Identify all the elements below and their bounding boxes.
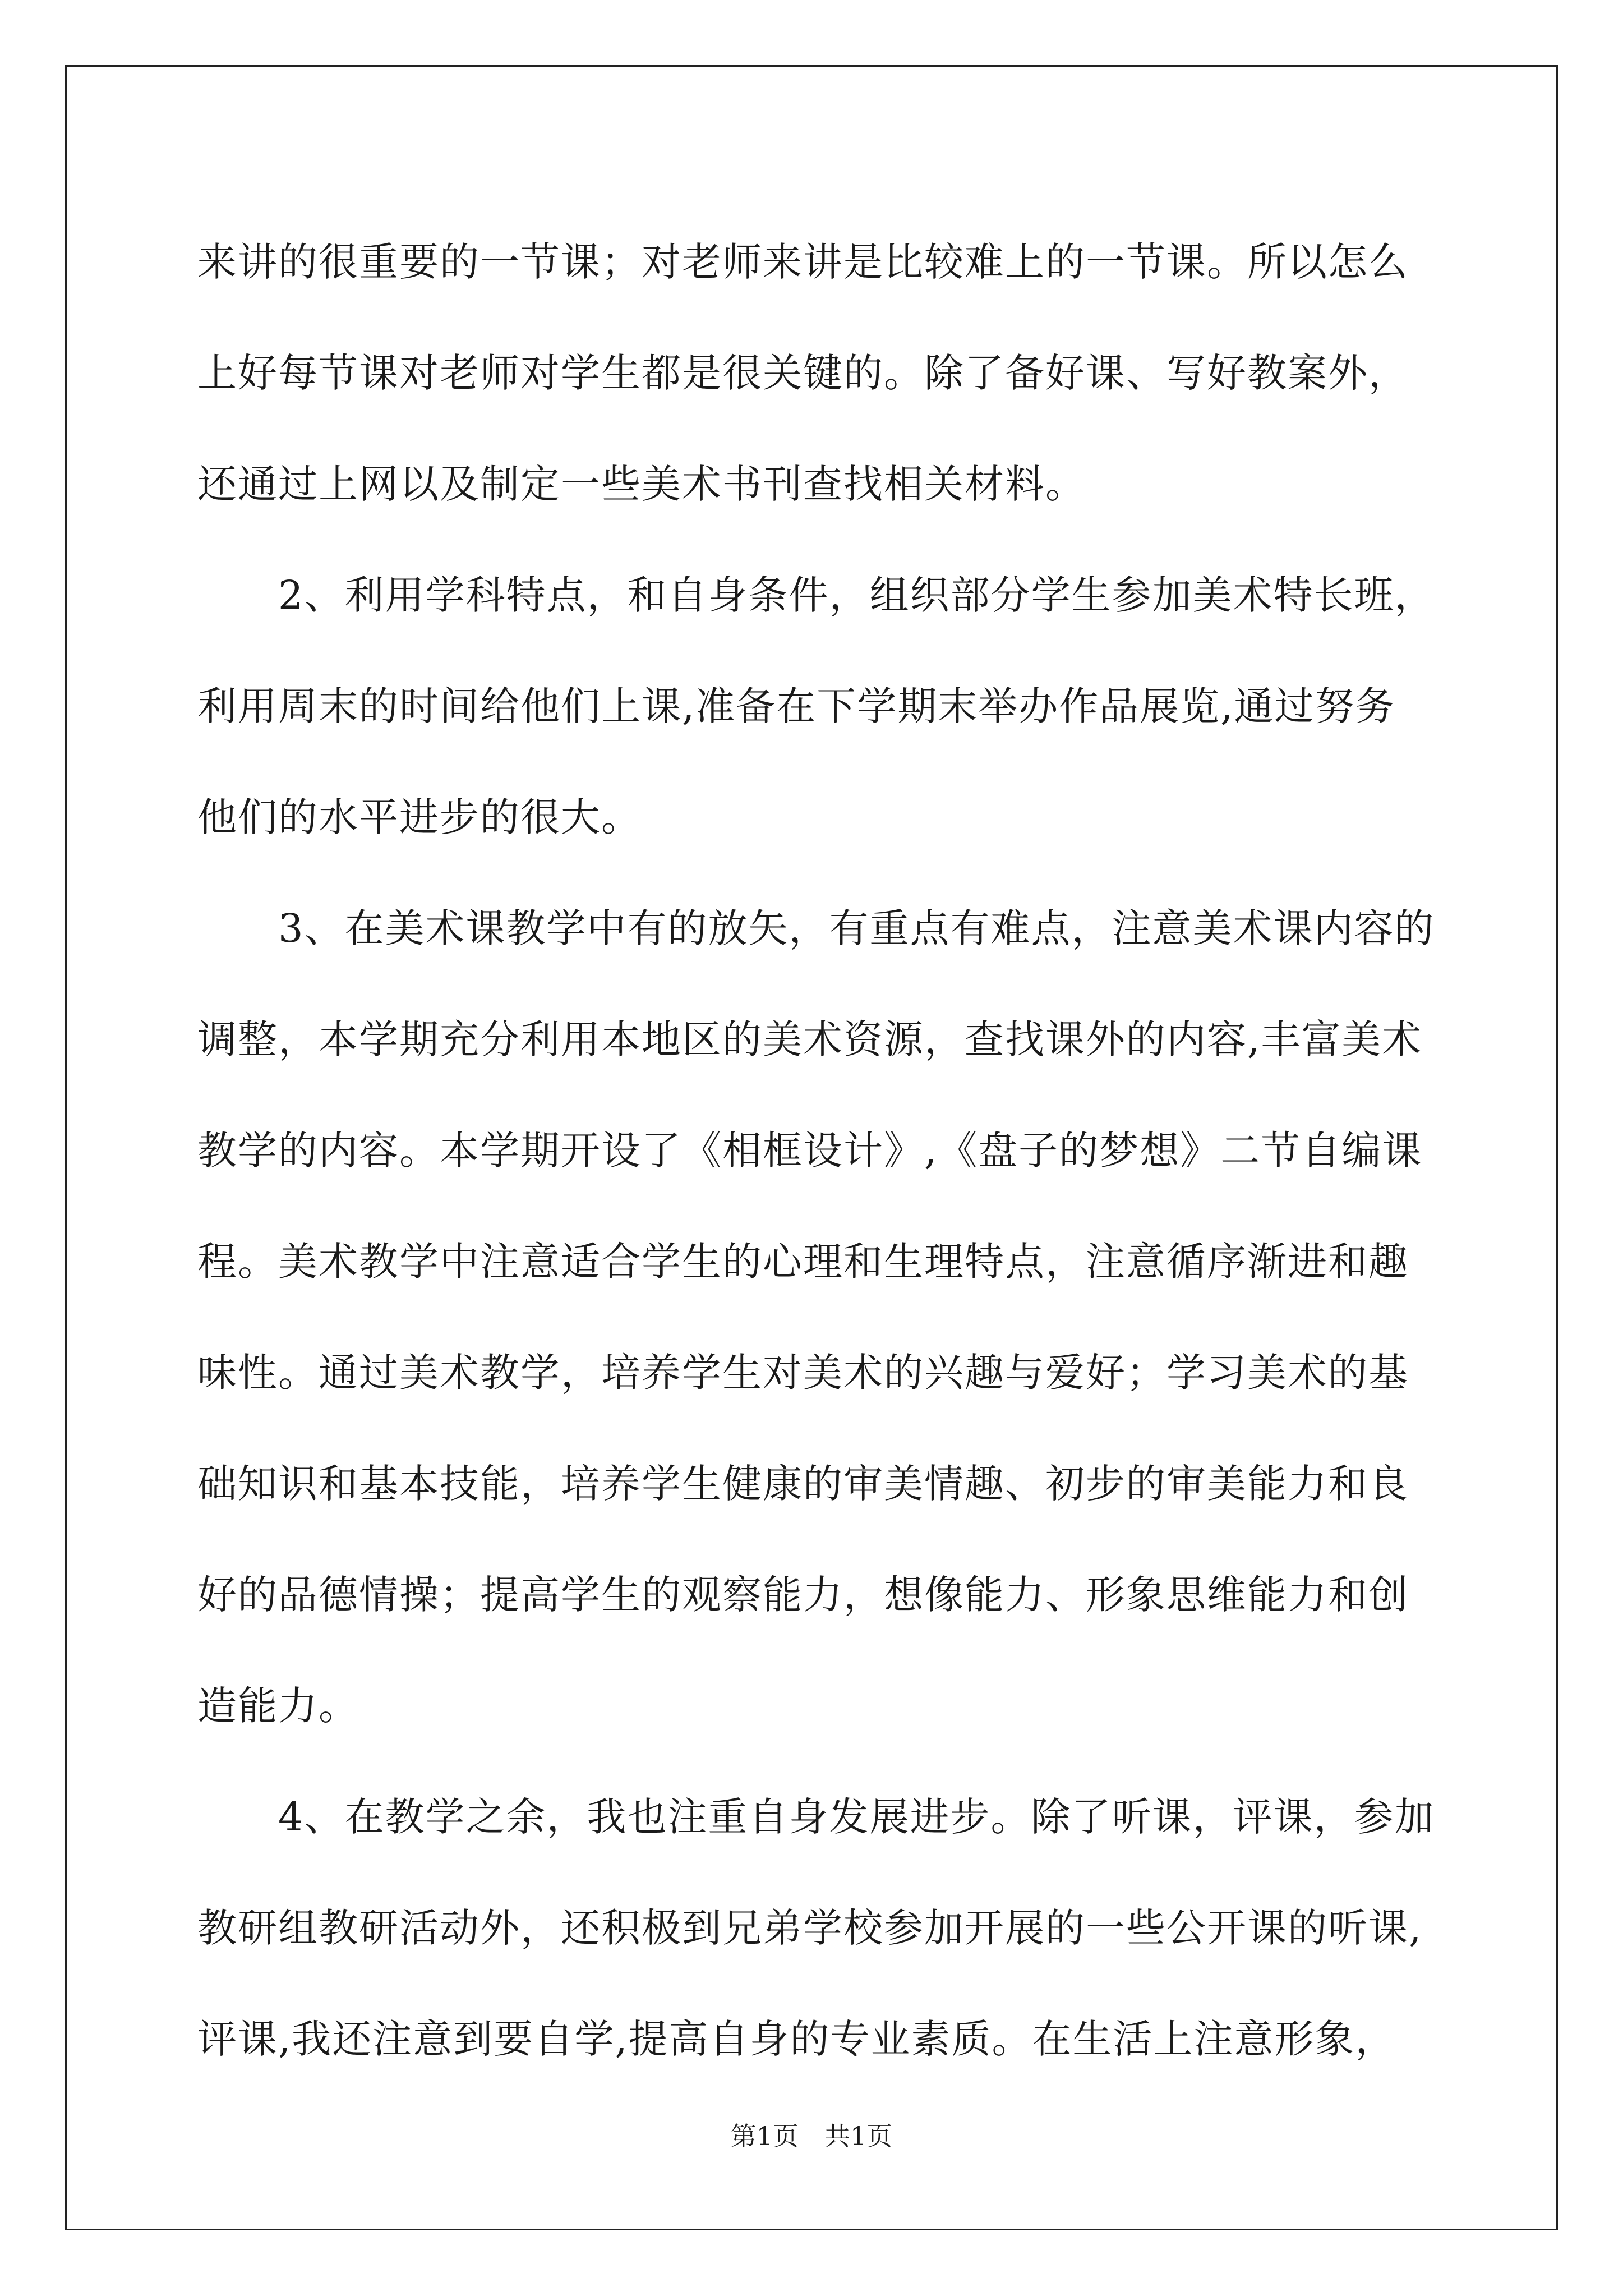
text-line: 调整，本学期充分利用本地区的美术资源，查找课外的内容,丰富美术	[197, 1016, 1423, 1062]
text-line: 4、在教学之余，我也注重自身发展进步。除了听课，评课，参加	[197, 1794, 1435, 1840]
text-line: 味性。通过美术教学，培养学生对美术的兴趣与爱好；学习美术的基	[197, 1350, 1409, 1396]
text-line: 3、在美术课教学中有的放矢，有重点有难点，注意美术课内容的	[197, 905, 1435, 951]
text-line: 上好每节课对老师对学生都是很关键的。除了备好课、写好教案外，	[197, 350, 1409, 396]
text-line: 好的品德情操；提高学生的观察能力，想像能力、形象思维能力和创	[197, 1572, 1409, 1618]
text-line: 础知识和基本技能，培养学生健康的审美情趣、初步的审美能力和良	[197, 1461, 1409, 1507]
text-line: 他们的水平进步的很大。	[197, 794, 642, 840]
text-line: 造能力。	[197, 1683, 359, 1729]
text-line: 来讲的很重要的一节课；对老师来讲是比较难上的一节课。所以怎么	[197, 239, 1409, 285]
text-line: 教研组教研活动外，还积极到兄弟学校参加开展的一些公开课的听课,	[197, 1905, 1423, 1951]
text-line: 还通过上网以及制定一些美术书刊查找相关材料。	[197, 461, 1086, 507]
document-body	[197, 206, 1435, 2095]
page-number-footer: 第1页 共1页	[730, 2121, 893, 2151]
text-line: 评课,我还注意到要自学,提高自身的专业素质。在生活上注意形象，	[197, 2016, 1396, 2062]
text-line: 教学的内容。本学期开设了《相框设计》,《盘子的梦想》二节自编课	[197, 1128, 1423, 1174]
text-line: 2、利用学科特点，和自身条件，组织部分学生参加美术特长班，	[197, 572, 1435, 618]
text-line: 程。美术教学中注意适合学生的心理和生理特点，注意循序渐进和趣	[197, 1239, 1409, 1285]
text-line: 利用周末的时间给他们上课,准备在下学期末举办作品展览,通过努务	[197, 683, 1396, 729]
